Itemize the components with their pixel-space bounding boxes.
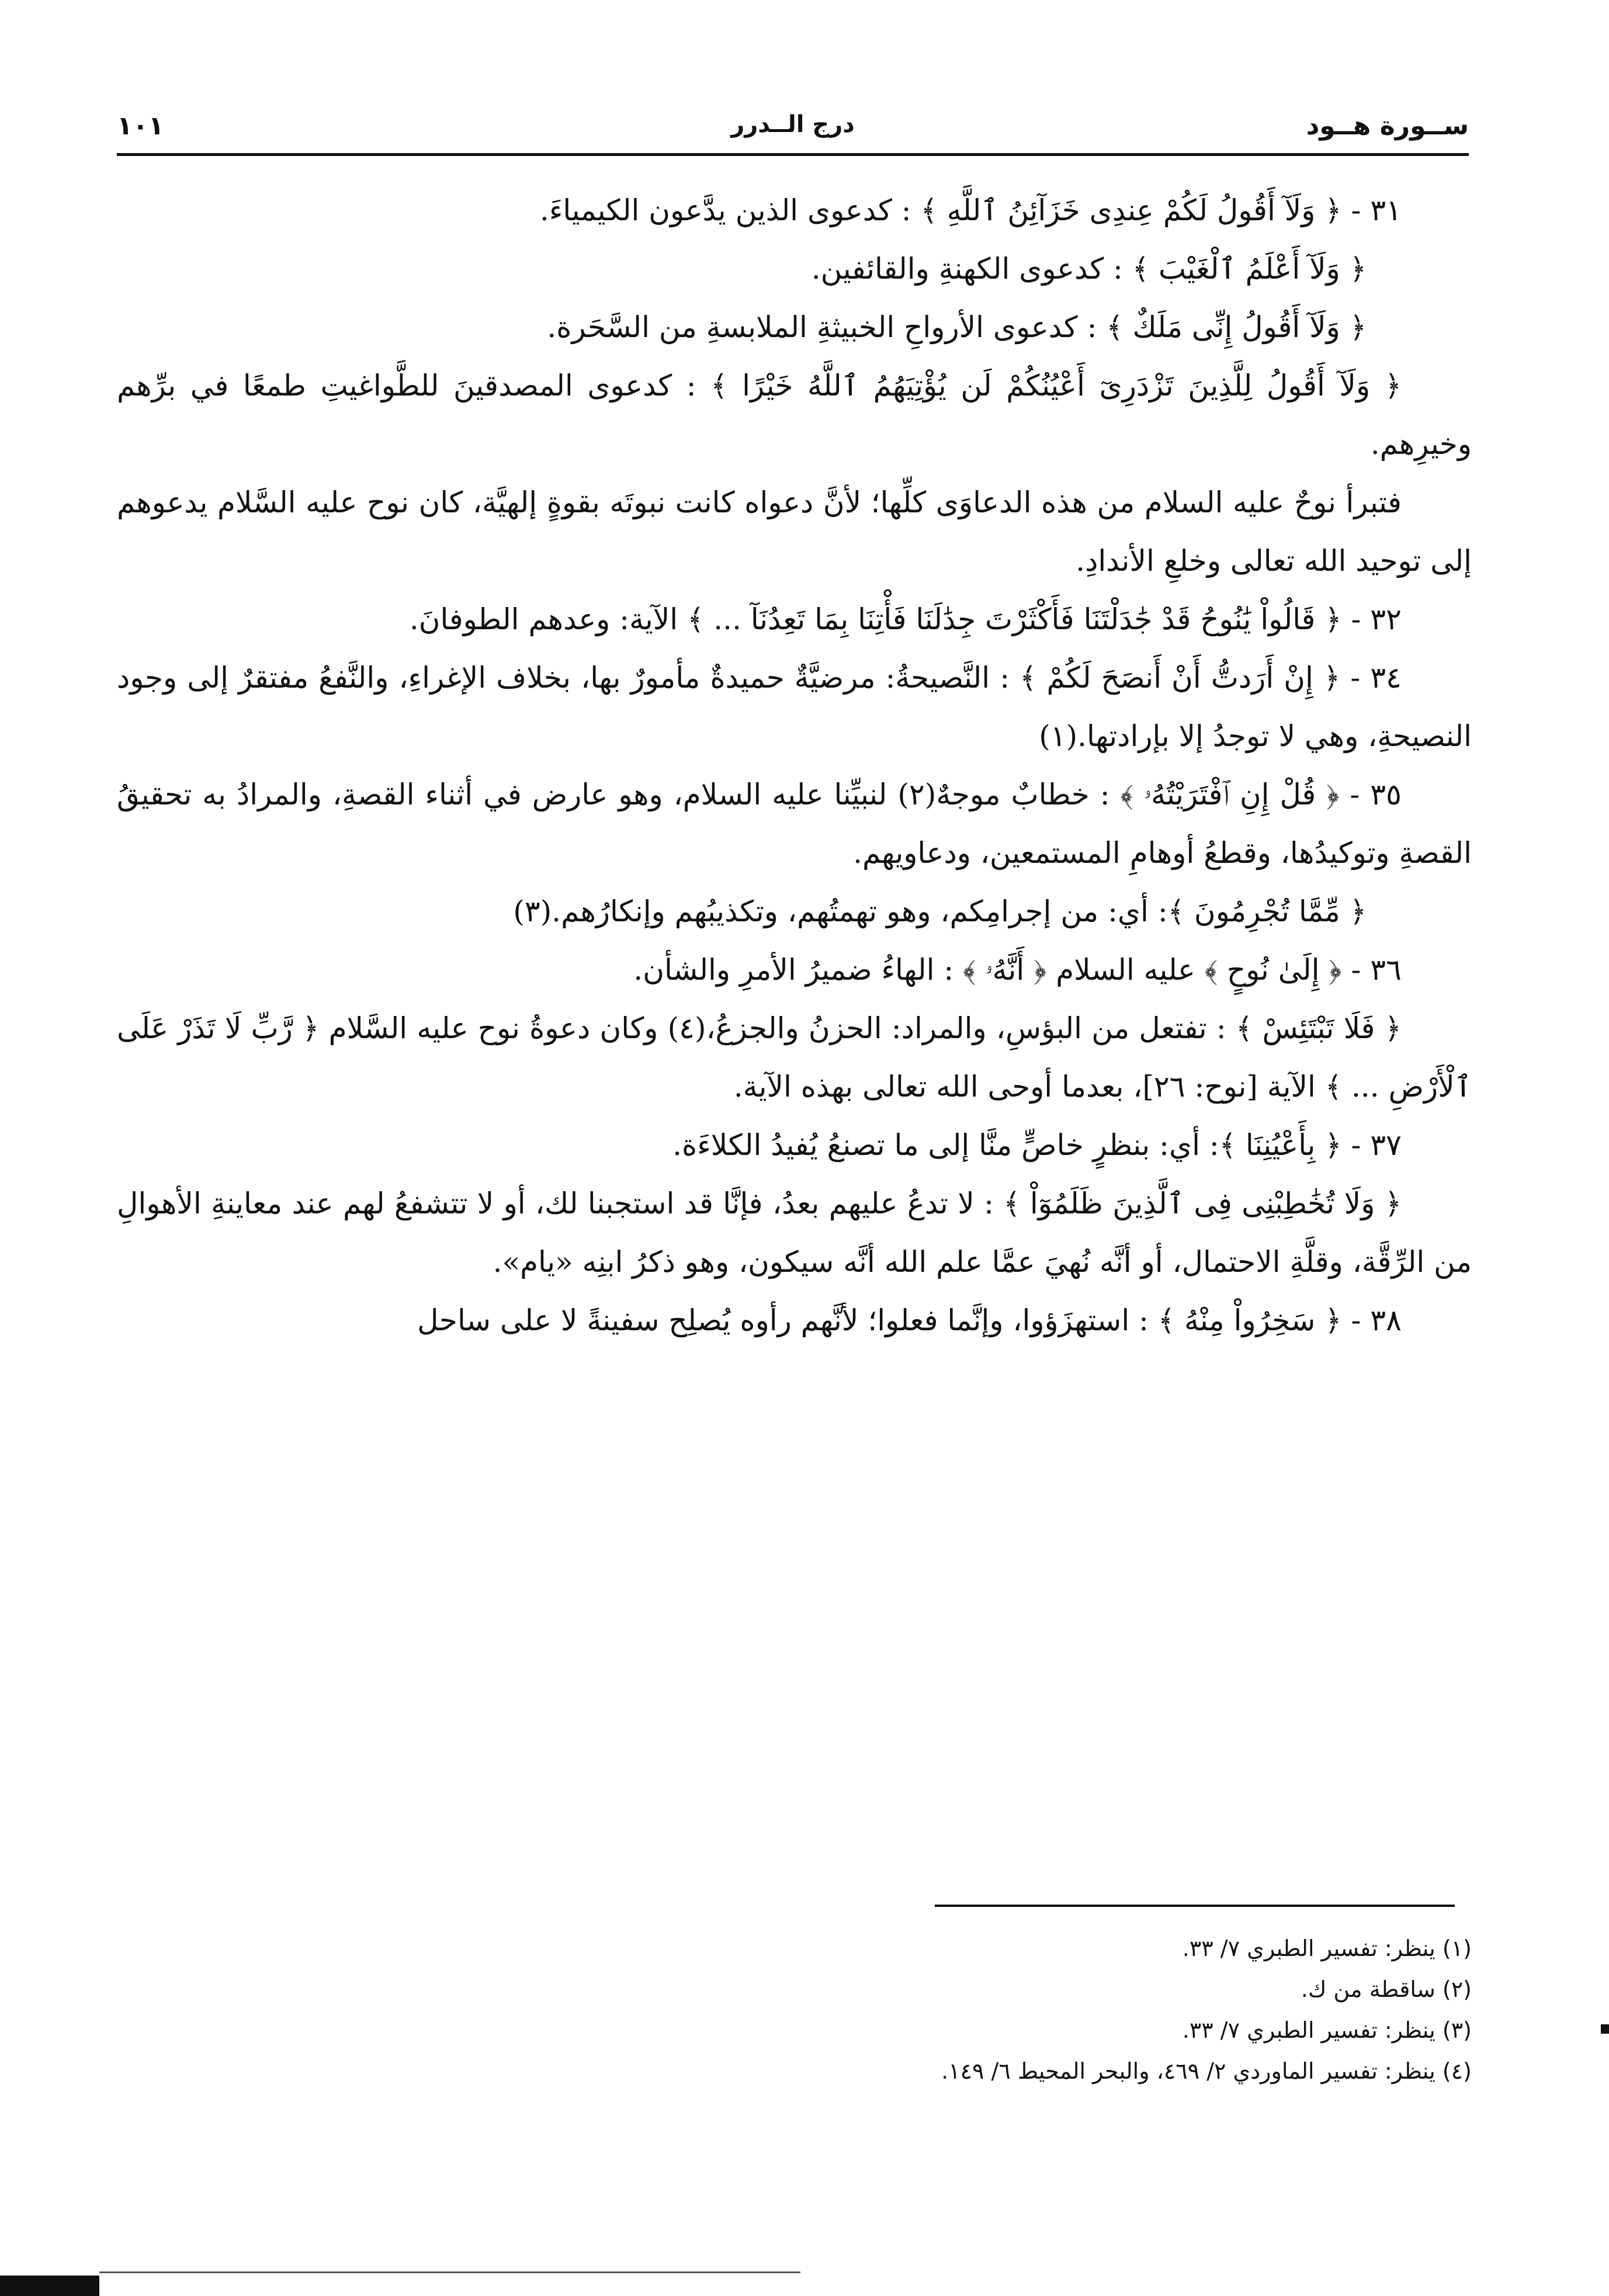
header-rule (117, 153, 1469, 156)
paragraph-commentary: فتبرأ نوحٌ عليه السلام من هذه الدعاوَى كلِّها؛ لأنَّ دعواه كانت نبوتَه بقوةٍ إلهيَّة، كان نوح عليه السَّلام يدعوهم إلى توحيد الله تعالى وخلعِ الأندادِ. (117, 485, 1472, 578)
footnote-rule (935, 1905, 1455, 1907)
paragraph-35-2: ﴿ مِّمَّا تُجْرِمُونَ ﴾: أي: من إجرامِكم، وهو تهمتُهم، وتكذيبُهم وإنكارُهم.(٣) (513, 894, 1367, 928)
page-number: ١٠١ (117, 111, 164, 141)
paragraph-37-1: ٣٧ - ﴿ بِأَعْيُنِنَا ﴾: أي: بنظرٍ خاصٍّ منَّا إلى ما تصنعُ يُفيدُ الكلاءَة. (672, 1128, 1402, 1162)
paragraph-31-1: ٣١ - ﴿ وَلَآ أَقُولُ لَكُمْ عِندِى خَزَآئِنُ ٱللَّهِ ﴾ : كدعوى الذين يدَّعون الكيمياءَ. (539, 193, 1402, 227)
paragraph-36-2: ﴿ فَلَا تَبْتَئِسْ ﴾ : تفتعل من البؤسِ، والمراد: الحزنُ والجزعُ،(٤) وكان دعوةُ نوح عليه السَّلام ﴿ رَّبِّ لَا تَذَرْ عَلَى ٱلْأَرْضِ ... ﴾ الآية [نوح: ٢٦]، بعدما أوحى الله تعالى بهذه الآية. (117, 1011, 1472, 1104)
book-title: درج الــدرر (731, 111, 855, 138)
paragraph-31-3: ﴿ وَلَآ أَقُولُ إِنِّى مَلَكٌ ﴾ : كدعوى الأرواحِ الخبيثةِ الملابسةِ من السَّحَرة. (547, 310, 1367, 344)
footnotes (117, 1928, 1472, 2092)
scan-mark-bottom (0, 2276, 99, 2296)
footnote-3: (٣) ينظر: تفسير الطبري ٧/ ٣٣. (1182, 2017, 1472, 2043)
paragraph-31-2: ﴿ وَلَآ أَعْلَمُ ٱلْغَيْبَ ﴾ : كدعوى الكهنةِ والقائفين. (811, 252, 1367, 286)
footnote-4: (٤) ينظر: تفسير الماوردي ٢/ ٤٦٩، والبحر المحيط ٦/ ١٤٩. (941, 2058, 1472, 2084)
main-text (117, 181, 1472, 1350)
paragraph-36-1: ٣٦ - ﴿ إِلَىٰ نُوحٍ ﴾ عليه السلام ﴿ أَنَّهُۥ ﴾ : الهاءُ ضميرُ الأمرِ والشأن. (633, 953, 1402, 987)
footnote-2: (٢) ساقطة من ك. (1301, 1976, 1472, 2002)
paragraph-37-2: ﴿ وَلَا تُخَٰطِبْنِى فِى ٱلَّذِينَ ظَلَمُوٓاْ ﴾ : لا تدعُ عليهم بعدُ، فإنَّا قد استجبنا لك، أو لا تتشفعُ لهم عند معاينةِ الأهوالِ من الرِّقَّة، وقلَّةِ الاحتمال، أو أنَّه نُهيَ عمَّا علم الله أنَّه سيكون، وهو ذكرُ ابنِه «يام». (117, 1187, 1472, 1279)
paragraph-34: ٣٤ - ﴿ إِنْ أَرَدتُّ أَنْ أَنصَحَ لَكُمْ ﴾ : النَّصيحةُ: مرضيَّةٌ حميدةٌ مأمورٌ بها، بخلاف الإغراءِ، والنَّفعُ مفتقرٌ إلى وجود النصيحةِ، وهي لا توجدُ إلا بإرادتها.(١) (117, 661, 1472, 753)
paragraph-38: ٣٨ - ﴿ سَخِرُواْ مِنْهُ ﴾ : استهزَؤوا، وإنَّما فعلوا؛ لأنَّهم رأوه يُصلِح سفينةً لا على ساحل (417, 1303, 1402, 1337)
paragraph-35-1: ٣٥ - ﴿ قُلْ إِنِ ٱفْتَرَيْتُهُۥ ﴾ : خطابٌ موجهٌ(٢) لنبيِّنا عليه السلام، وهو عارض في أثناء القصةِ، والمرادُ به تحقيقُ القصةِ وتوكيدُها، وقطعُ أوهامِ المستمعين، ودعاويهم. (117, 778, 1472, 870)
page-header (117, 111, 1469, 146)
scan-mark-right (1601, 2024, 1609, 2034)
paragraph-32: ٣٢ - ﴿ قَالُواْ يَٰنُوحُ قَدْ جَٰدَلْتَنَا فَأَكْثَرْتَ جِدَٰلَنَا فَأْتِنَا بِمَا تَعِدُنَآ ... ﴾ الآية: وعدهم الطوفانَ. (409, 602, 1402, 636)
scan-line-bottom (99, 2271, 800, 2273)
surah-title: ســورة هــود (1306, 111, 1469, 141)
paragraph-31-4: ﴿ وَلَآ أَقُولُ لِلَّذِينَ تَزْدَرِىٓ أَعْيُنُكُمْ لَن يُؤْتِيَهُمُ ٱللَّهُ خَيْرًا ﴾ : كدعوى المصدقينَ للطَّواغيتِ طمعًا في برِّهم وخيرِهم. (117, 369, 1472, 461)
footnote-1: (١) ينظر: تفسير الطبري ٧/ ٣٣. (1182, 1936, 1472, 1961)
